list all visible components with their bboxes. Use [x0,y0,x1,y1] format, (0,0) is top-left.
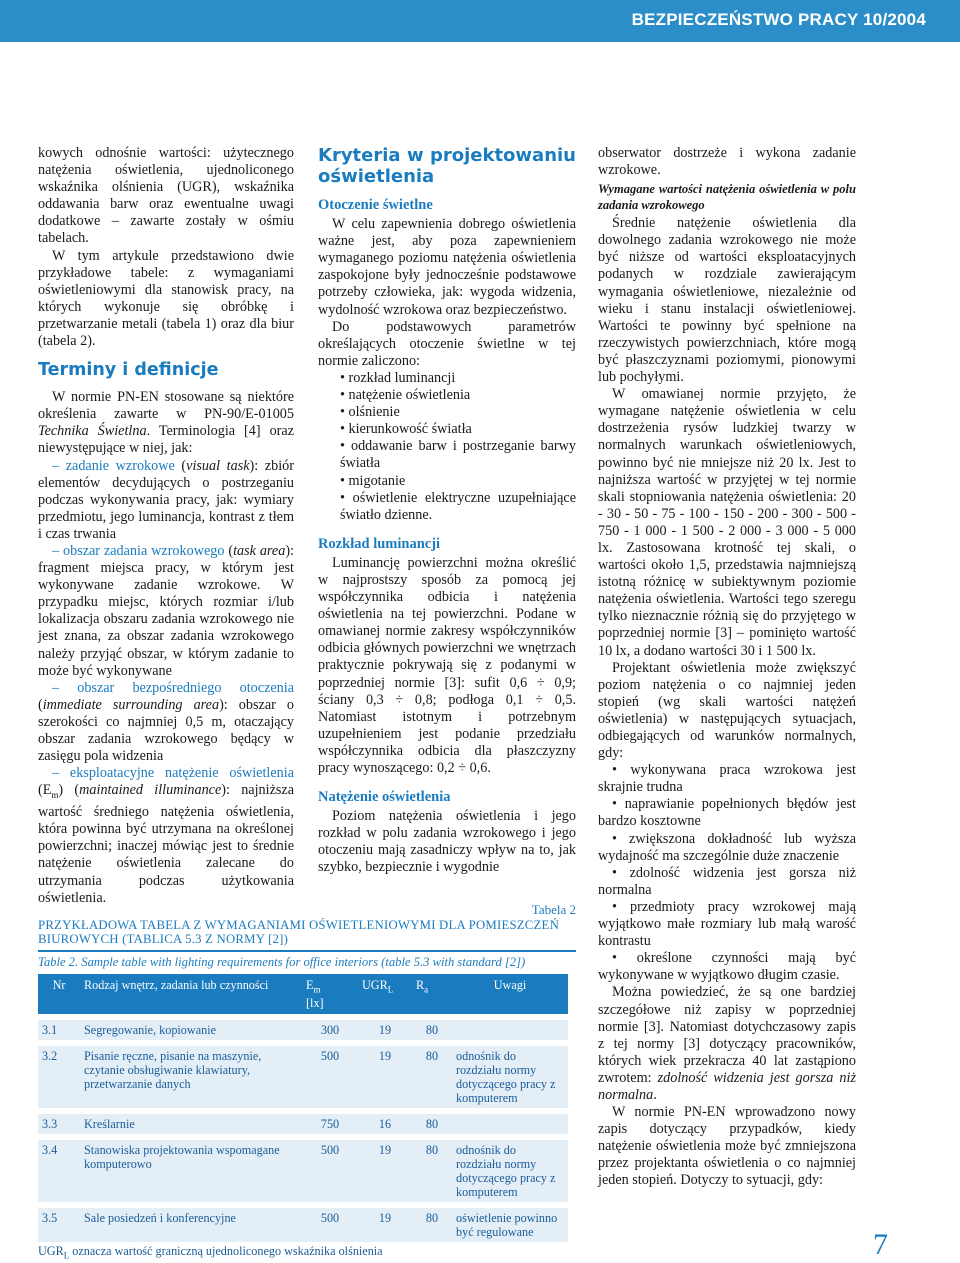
list-item: • wykonywana praca wzrokowa jest skrajnie trudna [598,762,856,796]
definition: – obszar bezpośredniego otoczenia (immediate surrounding area): obszar o szerokości co najmniej 0,5 m, otaczający obszar zadania wzrokowego będący w zasięgu pola widzenia [38,679,294,765]
list-item: • oddawanie barw i postrzeganie barwy światła [340,438,576,472]
table-header-row [38,974,568,1014]
header-ugr: $UGR_L$ [362,978,394,995]
definition: – obszar zadania wzrokowego (task area): fragment miejsca pracy, w którym jest wykonywane zadanie wzrokowe. W przypadku miejsc, których rozmiar i/lub lokalizacja obszaru zadania wzrokowego nie jest znana, za obszar zadania wzrokowego należy przyjąć obszar, w którym zadanie to może być wykonywane [38,542,294,679]
header-em: $E_m$ [lx] [306,978,324,1011]
paragraph: Projektant oświetlenia może zwiększyć poziom natężenia o co najmniej jeden stopień (wg skali wartości natężeń oświetlenia) w następujących sytuacjach, odbiegających od warunków normalnych, gdy: [598,659,856,762]
list-item: • olśnienie [340,404,400,421]
requirements-table [38,974,568,1242]
paragraph: Luminancję powierzchni można określić w najprostszy sposób za pomocą jej współczynnika odbicia i natężenia oświetlenia na tej powierzchni. Podane w omawianej normie zakresy współczynników odbicia głównych powierzchni we wnętrzach praktycznie pokrywają się z podanymi w poprzedniej normie [3]: sufit 0,6 ÷ 0,9; ściany 0,3 ÷ 0,8; podłoga 0,1 ÷ 0,5. Natomiast istotnym i potrzebnym uzupełnieniem jest podanie przedziału współczynnika odbicia dla płaszczyzny pracy wynoszącego: 0,2 ÷ 0,6. [318,554,576,776]
paragraph: Średnie natężenie oświetlenia dla dowolnego zadania wzrokowego nie może być niższe od wartości eksploatacyjnych podanych w rozdziale zawierającym wymagania oświetleniowe, niezależnie od wieku i stanu instalacji oświetleniowej. Wartości te powinny być spełnione na rzeczywistych powierzchniach, które mogą być płaszczyznami poziomymi, pionowymi lub pochyłymi. [598,215,856,386]
table-footnote: $UGR_L$ oznacza wartość graniczną ujednoliconego wskaźnika olśnienia [38,1244,383,1261]
list-item: • określone czynności mają być wykonywane w wyjątkowo długim czasie. [598,950,856,984]
paragraph: Poziom natężenia oświetlenia i jego rozkład w polu zadania wzrokowego i jego otoczeniu mają zasadniczy wpływ na to, jak szybko, bezpiecznie i wygodnie [318,808,576,876]
paragraph: W normie PN-EN stosowane są niektóre określenia zawarte w PN-90/E-01005 Technika Świetlna. Terminologia [4] oraz niewystępujące w niej, jak: [38,389,294,457]
list-item: • migotanie [340,472,406,489]
column-2 [318,145,576,877]
column-1 [38,145,294,907]
table-row: 3.3 Kreślarnie 750 16 80 [38,1114,568,1134]
paragraph: kowych odnośnie wartości: użytecznego natężenia oświetlenia, ujednoliconego wskaźnika olśnienia (UGR), wskaźnika oddawania barw oraz ewentualne uwagi dodatkowe – zawarte zostały w ośmiu tabelach. [38,145,294,247]
definition: – zadanie wzrokowe (visual task): zbiór elementów decydujących o postrzeganiu podczas wykonywania pracy, jak: wymiary przedmiotu, jego luminancja, kontrast z tłem i czas trwania [38,457,294,542]
table-number: Tabela 2 [531,902,576,917]
page-number: 7 [873,1228,888,1261]
list-item: • natężenie oświetlenia [340,387,471,404]
paragraph: obserwator dostrzeże i wykona zadanie wzrokowe. [598,145,856,179]
list-item: • oświetlenie elektryczne uzupełniające światło dzienne. [340,489,576,523]
table-caption: Table 2. Sample table with lighting requirements for office interiors (table 5.3 with standard [2]) [38,955,526,969]
definition: – eksploatacyjne natężenie oświetlenia $(E_m)$ (maintained illuminance): najniższa wartość średniego natężenia oświetlenia, która powinna być utrzymana na określonej powierzchni; inaczej mówiąc jest to średnie natężenie oświetlenia zalecane do utrzymania podczas użytkowania oświetlenia. [38,765,294,906]
article-section-title: Kryteria w projektowaniu oświetlenia [318,145,576,187]
paragraph: W celu zapewnienia dobrego oświetlenia ważne jest, aby poza zapewnieniem wymaganego poziomu natężenia oświetlenia zaspokojone były jednocześnie podstawowe potrzeby człowieka, jak: wygoda widzenia, wydolność wzrokowa oraz bezpieczeństwo. [318,216,576,318]
subheading: Otoczenie świetlne [318,197,433,213]
header-ra: $R_a$ [416,978,429,995]
list-item: • rozkład luminancji [340,369,456,386]
subheading: Wymagane wartości natężenia oświetlenia w polu zadania wzrokowego [598,182,856,213]
column-3 [598,145,856,1190]
journal-title: BEZPIECZEŃSTWO PRACY 10/2004 [631,10,926,29]
section-heading: Terminy i definicje [38,360,219,381]
paragraph: Do podstawowych parametrów określających otoczenie świetlne w tej normie zaliczono: [318,318,576,369]
paragraph: W normie PN-EN wprowadzono nowy zapis dotyczący przypadków, kiedy natężenie oświetlenia może być zmniejszona przez projektanta oświetlenia o co najmniej jeden stopień. Dotyczy to sytuacji, gdy: [598,1104,856,1189]
subheading: Natężenie oświetlenia [318,789,451,806]
table-block [38,902,576,1261]
header-nr: Nr [52,978,66,992]
list-item: • przedmioty pracy wzrokowej mają wyjątkowo małe rozmiary lub małą warość kontrastu [598,898,856,950]
paragraph: W omawianej normie przyjęto, że wymagane natężenie oświetlenia w celu dostrzeżenia rysów ludzkiej twarzy w normalnych warunkach oświetleniowych, powinno być nie mniejsze niż 20 lx. Jest to najniższa wartość w przyjętej w tej normie skali stopniowania natężenia oświetlenia: 20 - 30 - 50 - 75 - 100 - 150 - 200 - 300 - 500 - 750 - 1 000 - 1 500 - 2 000 - 3 000 - 5 000 lx. Zastosowana krotność tej skali, o wartości około 1,5, przedstawia najmniejszą istotną różnicę w subiektywnym poziomie natężenia oświetlenia. Wartości tego szeregu tylko nieznacznie różnią się do przyjętego w poprzedniej normie [3] – pominięto wartość 10 lx, a dodano wartości 30 i 1 500 lx. [598,386,856,659]
table-row: 3.1 Segregowanie, kopiowanie 300 19 80 [38,1020,568,1040]
divider [38,950,576,952]
list-item: • zdolność widzenia jest gorsza niż normalna [598,864,856,898]
list-item: • zwiększona dokładność lub wyższa wydajność ma szczególnie duże znaczenie [598,830,856,864]
page-header [0,0,960,42]
table-row: 3.5 Sale posiedzeń i konferencyjne 500 19 80 oświetlenie powinno być regulowane [38,1208,568,1242]
list-item: • naprawianie popełnionych błędów jest bardzo kosztowne [598,796,856,830]
table-row: 3.2 Pisanie ręczne, pisanie na maszynie, czytanie obsługiwanie klawiatury, przetwarzanie danych 500 19 80 odnośnik do rozdziału normy dotyczącego pracy z komputerem [38,1046,568,1108]
header-type: Rodzaj wnętrz, zadania lub czynności [84,978,269,992]
subheading: Rozkład luminancji [318,535,441,552]
header-notes: Uwagi [493,978,527,992]
list-item: • kierunkowość światła [340,421,472,438]
paragraph: Można powiedzieć, że są one bardziej szczegółowe niż zapisy w poprzedniej normie [3]. Natomiast dotychczasowy zapis z tej normy [3] dotyczący pracowników, których wiek przekracza 40 lat zastąpiono zwrotem: zdolność widzenia jest gorsza niż normalna. [598,984,856,1103]
paragraph: W tym artykule przedstawiono dwie przykładowe tabele: z wymaganiami oświetleniowymi dla stanowisk pracy, na których wykonuje się obróbkę i przetwarzanie metali (tabela 1) oraz dla biur (tabela 2). [38,247,294,350]
table-row: 3.4 Stanowiska projektowania wspomagane komputerowo 500 19 80 odnośnik do rozdziału normy dotyczącego pracy z komputerem [38,1140,568,1202]
table-title: PRZYKŁADOWA TABELA Z WYMAGANIAMI OŚWIETLENIOWYMI DLA POMIESZCZEŃ BIUROWYCH (TABLICA 5.3 Z NORMY [2]) [38,918,560,946]
